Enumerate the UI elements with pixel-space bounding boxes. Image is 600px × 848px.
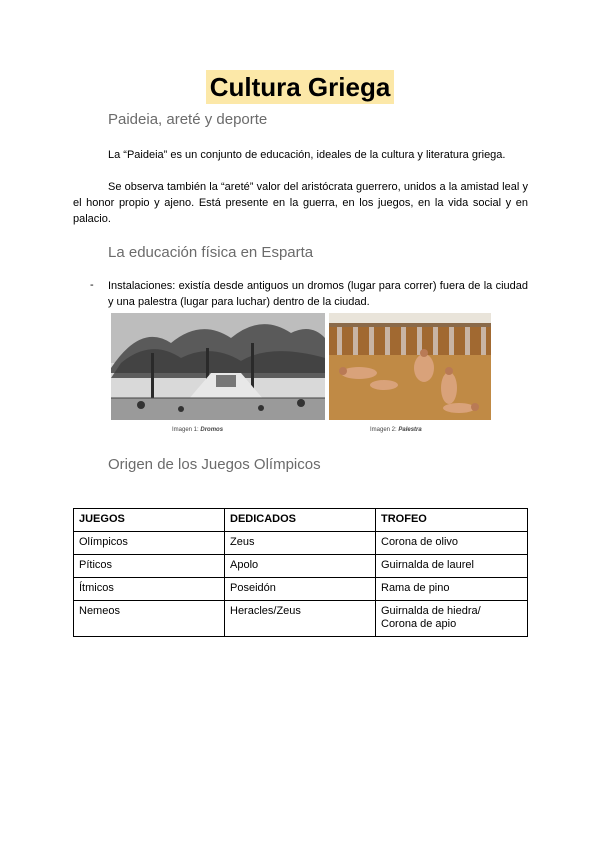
table-cell: Olímpicos — [74, 532, 225, 555]
title-container — [0, 70, 600, 104]
table-cell: Nemeos — [74, 601, 225, 637]
juegos-table — [73, 508, 528, 637]
table-cell: Guirnalda de laurel — [376, 555, 528, 578]
table-header-row — [74, 509, 528, 532]
table-cell: Apolo — [225, 555, 376, 578]
table-row — [74, 578, 528, 601]
header-juegos: JUEGOS — [74, 509, 225, 532]
header-trofeo: TROFEO — [376, 509, 528, 532]
table-row — [74, 555, 528, 578]
table-row — [74, 601, 528, 637]
table-cell: Guirnalda de hiedra/ Corona de apio — [376, 601, 528, 637]
table-row — [74, 532, 528, 555]
section-heading-paideia: Paideia, areté y deporte — [108, 111, 268, 128]
header-dedicados: DEDICADOS — [225, 509, 376, 532]
table-cell: Píticos — [74, 555, 225, 578]
table-cell: Rama de pino — [376, 578, 528, 601]
table-cell: Corona de olivo — [376, 532, 528, 555]
paragraph-paideia-1: La “Paideia” es un conjunto de educación, ideales de la cultura y literatura griega. — [108, 149, 506, 161]
table-cell: Zeus — [225, 532, 376, 555]
bullet-marker: - — [90, 279, 94, 291]
dromos-image — [111, 313, 325, 420]
table-cell: Ítmicos — [74, 578, 225, 601]
caption-image-1 — [172, 427, 223, 433]
table-cell: Poseidón — [225, 578, 376, 601]
caption-2-prefix: Imagen 2: — [370, 427, 399, 433]
section-heading-esparta: La educación física en Esparta — [108, 244, 314, 261]
caption-1-name: Dromos — [200, 427, 224, 433]
section-heading-juegos: Origen de los Juegos Olímpicos — [108, 456, 321, 473]
caption-2-name: Palestra — [398, 427, 422, 433]
paragraph-paideia-2: Se observa también la “areté” valor del aristócrata guerrero, unidos a la amistad leal y el honor propio y ajeno. Está presente en la guerra, en los juegos, en la vida social y en palacio. — [73, 181, 528, 225]
caption-image-2 — [370, 427, 422, 433]
bullet-text-instalaciones: Instalaciones: existía desde antiguos un dromos (lugar para correr) fuera de la ciudad y una palestra (lugar para luchar) dentro de la ciudad. — [108, 280, 528, 308]
palestra-image — [329, 313, 491, 420]
caption-1-prefix: Imagen 1: — [172, 427, 201, 433]
page-title: Cultura Griega — [206, 70, 395, 104]
table-cell: Heracles/Zeus — [225, 601, 376, 637]
